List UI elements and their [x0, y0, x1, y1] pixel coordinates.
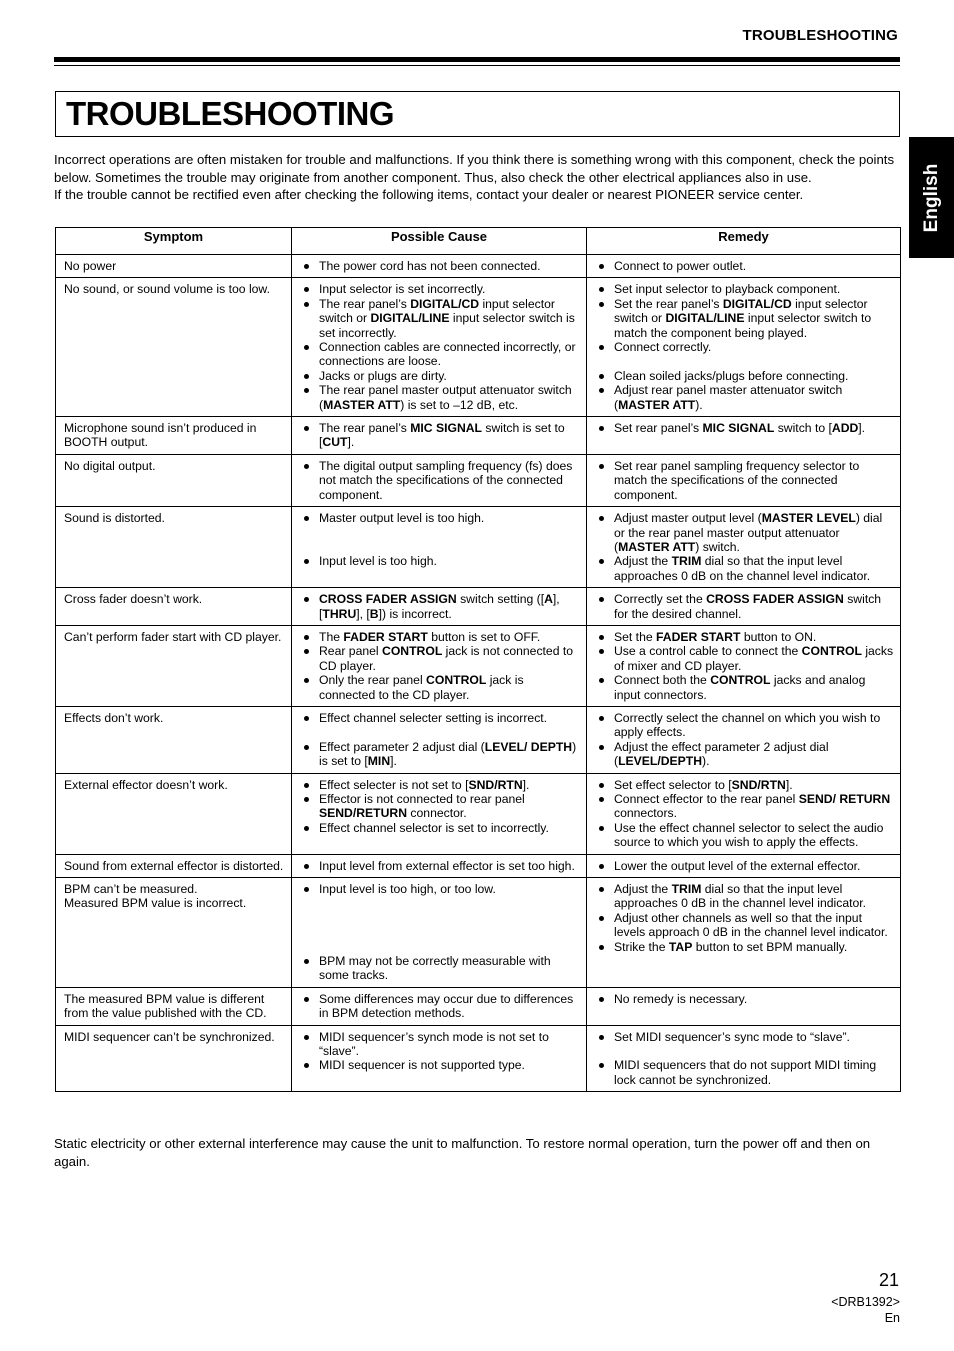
cause-item: Effector is not connected to rear panel SEND/RETURN connector.	[299, 792, 580, 821]
cause-item: The power cord has not been connected.	[299, 259, 580, 273]
remedy-list	[594, 882, 894, 954]
cause-cell	[292, 987, 587, 1025]
remedy-item: Adjust the TRIM dial so that the input level approaches 0 dB on the channel level indicator.	[594, 554, 894, 583]
cause-item: Effect parameter 2 adjust dial (LEVEL/ DEPTH) is set to [MIN].	[299, 740, 580, 769]
symptom-cell: Microphone sound isn’t produced in BOOTH output.	[56, 417, 292, 455]
table-row	[56, 773, 901, 854]
remedy-item: Lower the output level of the external effector.	[594, 859, 894, 873]
cause-list	[299, 1030, 580, 1073]
cause-item: CROSS FADER ASSIGN switch setting ([A], [THRU], [B]) is incorrect.	[299, 592, 580, 621]
cause-list	[299, 259, 580, 273]
title-box	[55, 91, 900, 137]
remedy-item: Clean soiled jacks/plugs before connecting.	[594, 369, 894, 383]
remedy-list	[594, 282, 894, 412]
remedy-list	[594, 859, 894, 873]
cause-list	[299, 630, 580, 702]
cause-item: Input level is too high, or too low.	[299, 882, 580, 896]
cause-item: The FADER START button is set to OFF.	[299, 630, 580, 644]
header-rule-thick	[54, 57, 900, 62]
cause-cell	[292, 1025, 587, 1092]
cause-list	[299, 592, 580, 621]
remedy-list	[594, 630, 894, 702]
cause-item: The rear panel master output attenuator switch (MASTER ATT) is set to –12 dB, etc.	[299, 383, 580, 412]
table-row	[56, 278, 901, 417]
remedy-item: Correctly set the CROSS FADER ASSIGN switch for the desired channel.	[594, 592, 894, 621]
symptom-cell: No sound, or sound volume is too low.	[56, 278, 292, 417]
remedy-list	[594, 421, 894, 435]
cause-cell	[292, 278, 587, 417]
remedy-list	[594, 711, 894, 769]
remedy-item: Use a control cable to connect the CONTROL jacks of mixer and CD player.	[594, 644, 894, 673]
cause-cell	[292, 507, 587, 588]
cause-item: The rear panel’s DIGITAL/CD input selector switch or DIGITAL/LINE input selector switch is set incorrectly.	[299, 297, 580, 340]
table-body	[56, 255, 901, 1092]
remedy-item: Set rear panel’s MIC SIGNAL switch to [ADD].	[594, 421, 894, 435]
remedy-list	[594, 592, 894, 621]
table-row	[56, 987, 901, 1025]
symptom-cell: External effector doesn’t work.	[56, 773, 292, 854]
cause-item: Input level is too high.	[299, 554, 580, 568]
cause-cell	[292, 454, 587, 506]
symptom-cell: Sound from external effector is distorted.	[56, 854, 292, 877]
symptom-cell: No digital output.	[56, 454, 292, 506]
cause-list	[299, 711, 580, 769]
remedy-cell	[587, 454, 901, 506]
cause-cell	[292, 417, 587, 455]
header-remedy: Remedy	[587, 228, 901, 255]
cause-item: Input level from external effector is set too high.	[299, 859, 580, 873]
remedy-list	[594, 1030, 894, 1088]
remedy-item: Adjust other channels as well so that the input levels approach 0 dB in the channel level indicator.	[594, 911, 894, 940]
remedy-list	[594, 778, 894, 850]
remedy-list	[594, 459, 894, 502]
page-number: 21	[878, 1270, 899, 1290]
cause-item: MIDI sequencer’s synch mode is not set to “slave”.	[299, 1030, 580, 1059]
symptom-cell: Cross fader doesn’t work.	[56, 588, 292, 626]
remedy-item: Adjust rear panel master attenuator switch (MASTER ATT).	[594, 383, 894, 412]
remedy-cell	[587, 1025, 901, 1092]
page-title: TROUBLESHOOTING	[66, 95, 394, 132]
table-row	[56, 625, 901, 706]
intro-paragraph-2: If the trouble cannot be rectified even after checking the following items, contact your dealer or nearest PIONEER service center.	[54, 187, 804, 203]
cause-cell	[292, 854, 587, 877]
remedy-list	[594, 992, 894, 1006]
cause-item: Master output level is too high.	[299, 511, 580, 525]
symptom-cell: The measured BPM value is different from the value published with the CD.	[56, 987, 292, 1025]
cause-item: Effect channel selector is set to incorrectly.	[299, 821, 580, 835]
remedy-item: Use the effect channel selector to select the audio source to which you wish to apply the effects.	[594, 821, 894, 850]
cause-cell	[292, 706, 587, 773]
table-row	[56, 1025, 901, 1092]
cause-list	[299, 421, 580, 450]
remedy-list	[594, 259, 894, 273]
remedy-item: Set rear panel sampling frequency selector to match the specifications of the connected component.	[594, 459, 894, 502]
table-row	[56, 706, 901, 773]
cause-list	[299, 859, 580, 873]
remedy-cell	[587, 773, 901, 854]
cause-list	[299, 882, 580, 983]
doc-code-lang: En	[884, 1311, 900, 1325]
remedy-item: Strike the TAP button to set BPM manually.	[594, 940, 894, 954]
remedy-item: No remedy is necessary.	[594, 992, 894, 1006]
table-row	[56, 878, 901, 988]
cause-list	[299, 282, 580, 412]
remedy-cell	[587, 417, 901, 455]
remedy-cell	[587, 987, 901, 1025]
cause-item: Only the rear panel CONTROL jack is connected to the CD player.	[299, 673, 580, 702]
remedy-cell	[587, 625, 901, 706]
table-row	[56, 588, 901, 626]
cause-list	[299, 511, 580, 569]
table-row	[56, 854, 901, 877]
remedy-item: Correctly select the channel on which you wish to apply effects.	[594, 711, 894, 740]
cause-cell	[292, 878, 587, 988]
cause-item: The digital output sampling frequency (fs) does not match the specifications of the connected component.	[299, 459, 580, 502]
remedy-item: Set input selector to playback component.	[594, 282, 894, 296]
cause-item: The rear panel’s MIC SIGNAL switch is set to [CUT].	[299, 421, 580, 450]
cause-item: Input selector is set incorrectly.	[299, 282, 580, 296]
remedy-item: Connect both the CONTROL jacks and analog input connectors.	[594, 673, 894, 702]
cause-list	[299, 992, 580, 1021]
troubleshooting-table	[55, 227, 901, 1092]
cause-item: Connection cables are connected incorrectly, or connections are loose.	[299, 340, 580, 369]
remedy-cell	[587, 706, 901, 773]
remedy-cell	[587, 507, 901, 588]
language-tab-label: English	[920, 163, 942, 232]
remedy-item: Set effect selector to [SND/RTN].	[594, 778, 894, 792]
header-possible-cause: Possible Cause	[292, 228, 587, 255]
remedy-item: Connect to power outlet.	[594, 259, 894, 273]
cause-item: Some differences may occur due to differences in BPM detection methods.	[299, 992, 580, 1021]
cause-item: MIDI sequencer is not supported type.	[299, 1058, 580, 1072]
remedy-item: Set the FADER START button to ON.	[594, 630, 894, 644]
cause-item: Effect selecter is not set to [SND/RTN].	[299, 778, 580, 792]
header-rule-thin	[54, 65, 900, 66]
cause-cell	[292, 255, 587, 278]
table-row	[56, 454, 901, 506]
remedy-item: Adjust master output level (MASTER LEVEL) dial or the rear panel master output attenuator (MASTER ATT) switch.	[594, 511, 894, 554]
cause-item: BPM may not be correctly measurable with some tracks.	[299, 954, 580, 983]
doc-code-id: <DRB1392>	[831, 1295, 900, 1309]
cause-cell	[292, 625, 587, 706]
symptom-cell: MIDI sequencer can’t be synchronized.	[56, 1025, 292, 1092]
cause-item: Rear panel CONTROL jack is not connected to CD player.	[299, 644, 580, 673]
symptom-cell: No power	[56, 255, 292, 278]
intro-paragraph-1: Incorrect operations are often mistaken for trouble and malfunctions. If you think there is something wrong with this component, check the points below. Sometimes the trouble may originate from another component. Thus, also check the other electrical appliances also in use.	[54, 152, 895, 185]
intro-text	[54, 151, 901, 204]
symptom-cell: Sound is distorted.	[56, 507, 292, 588]
symptom-cell: Can’t perform fader start with CD player.	[56, 625, 292, 706]
cause-cell	[292, 588, 587, 626]
cause-item: Jacks or plugs are dirty.	[299, 369, 580, 383]
cause-cell	[292, 773, 587, 854]
remedy-item: Set MIDI sequencer’s sync mode to “slave”.	[594, 1030, 894, 1044]
cause-list	[299, 778, 580, 836]
remedy-cell	[587, 255, 901, 278]
table-header-row	[56, 228, 901, 255]
remedy-cell	[587, 278, 901, 417]
remedy-item: Set the rear panel’s DIGITAL/CD input selector switch or DIGITAL/LINE input selector switch to match the component being played.	[594, 297, 894, 340]
remedy-cell	[587, 878, 901, 988]
symptom-cell: BPM can’t be measured. Measured BPM value is incorrect.	[56, 878, 292, 988]
header-symptom: Symptom	[56, 228, 292, 255]
table-row	[56, 507, 901, 588]
cause-item: Effect channel selecter setting is incorrect.	[299, 711, 580, 725]
remedy-cell	[587, 854, 901, 877]
remedy-item: Adjust the effect parameter 2 adjust dial (LEVEL/DEPTH).	[594, 740, 894, 769]
remedy-cell	[587, 588, 901, 626]
footer-note: Static electricity or other external interference may cause the unit to malfunction. To restore normal operation, turn the power off and then on again.	[54, 1136, 871, 1169]
remedy-item: Connect effector to the rear panel SEND/ RETURN connectors.	[594, 792, 894, 821]
remedy-item: Adjust the TRIM dial so that the input level approaches 0 dB in the channel level indicator.	[594, 882, 894, 911]
table-row	[56, 417, 901, 455]
section-header-label: TROUBLESHOOTING	[742, 27, 898, 44]
remedy-item: Connect correctly.	[594, 340, 894, 354]
symptom-cell: Effects don’t work.	[56, 706, 292, 773]
table-row	[56, 255, 901, 278]
remedy-list	[594, 511, 894, 583]
document-code	[831, 1294, 900, 1326]
cause-list	[299, 459, 580, 502]
language-tab	[909, 137, 954, 258]
remedy-item: MIDI sequencers that do not support MIDI timing lock cannot be synchronized.	[594, 1058, 894, 1087]
